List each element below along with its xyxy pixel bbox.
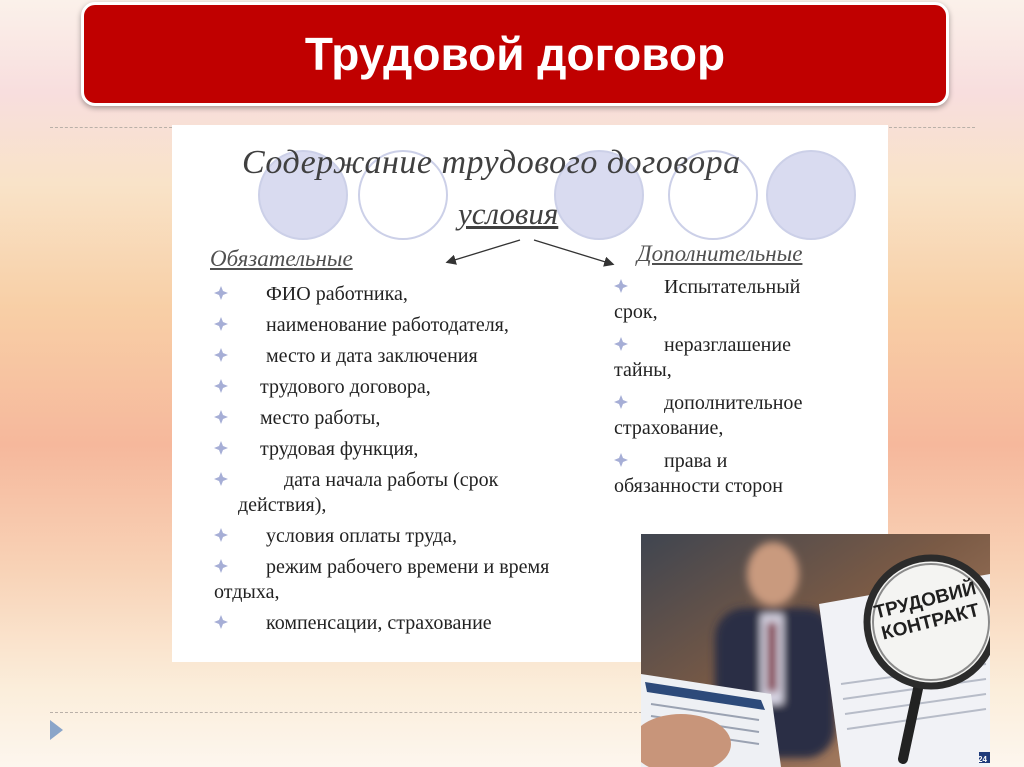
list-item: условия оплаты труда, xyxy=(214,524,634,549)
diamond-bullet-icon xyxy=(214,286,228,300)
contract-photo xyxy=(641,534,990,767)
content-subheading: условия xyxy=(458,196,559,231)
diamond-bullet-icon xyxy=(214,559,228,573)
diamond-bullet-icon xyxy=(614,279,628,293)
list-item: компенсации, страхование xyxy=(214,611,634,636)
additional-header: Дополнительные xyxy=(637,241,803,266)
diamond-bullet-icon xyxy=(214,472,228,486)
diamond-bullet-icon xyxy=(214,528,228,542)
list-item: трудовая функция, xyxy=(214,437,634,462)
diamond-bullet-icon xyxy=(614,395,628,409)
slide-title-bar xyxy=(81,2,949,106)
diamond-bullet-icon xyxy=(614,337,628,351)
diamond-bullet-icon xyxy=(214,441,228,455)
list-item: дополнительное страхование, xyxy=(614,392,803,439)
list-item: дата начала работы (срок действия), xyxy=(214,468,556,518)
diamond-bullet-icon xyxy=(214,615,228,629)
top-divider-right xyxy=(889,127,975,128)
list-item: Испытательный срок, xyxy=(614,276,801,323)
diamond-bullet-icon xyxy=(214,317,228,331)
list-item: трудового договора, xyxy=(214,375,634,400)
contract-sign-text: ТРУДОВИЙ КОНТРАКТ xyxy=(872,578,982,645)
diamond-bullet-icon xyxy=(614,453,628,467)
bottom-divider xyxy=(50,712,642,713)
slide-title: Трудовой договор xyxy=(304,28,726,80)
decor-circle-5 xyxy=(766,150,856,240)
list-item: права и обязанности сторон xyxy=(614,450,783,497)
list-item: режим рабочего времени и время отдыха, xyxy=(214,556,550,603)
content-heading: Содержание трудового договора xyxy=(242,144,741,181)
diamond-bullet-icon xyxy=(214,410,228,424)
list-item: место работы, xyxy=(214,406,634,431)
list-item: место и дата заключения xyxy=(214,344,634,369)
mandatory-list xyxy=(214,282,634,642)
list-item: наименование работодателя, xyxy=(214,313,634,338)
next-slide-arrow-icon[interactable] xyxy=(50,720,63,740)
top-divider-left xyxy=(50,127,172,128)
mandatory-header: Обязательные xyxy=(210,246,353,271)
list-item: ФИО работника, xyxy=(214,282,634,307)
diamond-bullet-icon xyxy=(214,379,228,393)
list-item: неразглашение тайны, xyxy=(614,334,791,381)
diamond-bullet-icon xyxy=(214,348,228,362)
additional-list xyxy=(614,275,864,507)
page-number: 24 xyxy=(978,755,987,764)
contract-photo-illustration xyxy=(641,534,990,767)
branch-arrows xyxy=(440,236,620,272)
